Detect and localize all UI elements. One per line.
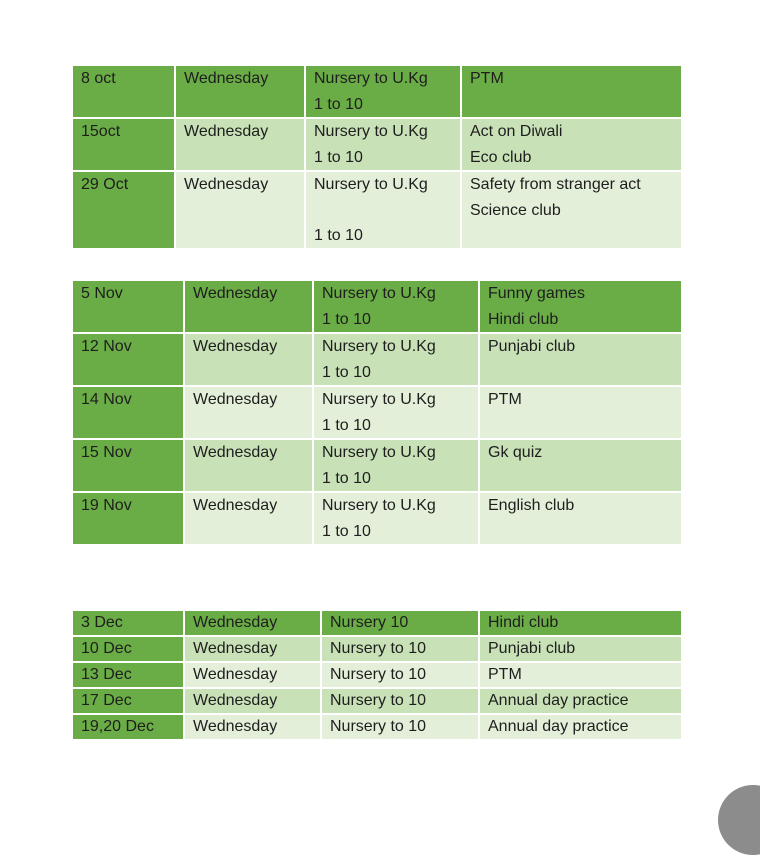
classes-cell	[313, 386, 479, 439]
classes-cell: Nursery 10	[321, 610, 479, 636]
date-cell: 14 Nov	[72, 386, 184, 439]
event-cell	[479, 439, 682, 492]
table-row	[72, 714, 682, 740]
event-line: Funny games	[488, 285, 585, 302]
table-row	[72, 171, 682, 249]
event-cell: Hindi club	[479, 610, 682, 636]
classes-line: Nursery to U.Kg	[322, 338, 436, 355]
day-cell: Wednesday	[184, 636, 321, 662]
day-cell: Wednesday	[184, 688, 321, 714]
classes-line: Nursery to U.Kg	[314, 123, 428, 140]
classes-cell	[305, 118, 461, 171]
event-line: PTM	[488, 391, 522, 408]
date-cell: 17 Dec	[72, 688, 184, 714]
classes-line: Nursery to U.Kg	[322, 391, 436, 408]
event-cell	[461, 65, 682, 118]
day-cell: Wednesday	[184, 714, 321, 740]
event-line: Eco club	[470, 148, 532, 166]
event-line: Science club	[470, 201, 561, 219]
classes-line: 1 to 10	[314, 95, 363, 113]
event-cell	[461, 171, 682, 249]
table-row	[72, 636, 682, 662]
event-cell: Punjabi club	[479, 636, 682, 662]
day-cell: Wednesday	[184, 333, 313, 386]
table-row	[72, 65, 682, 118]
event-cell	[479, 333, 682, 386]
date-cell: 19,20 Dec	[72, 714, 184, 740]
event-line: Hindi club	[488, 310, 559, 328]
event-cell: PTM	[479, 662, 682, 688]
classes-line: 1 to 10	[322, 363, 371, 381]
event-cell	[479, 492, 682, 545]
day-cell: Wednesday	[184, 439, 313, 492]
table-row	[72, 386, 682, 439]
classes-line: Nursery to U.Kg	[314, 176, 428, 193]
table-row	[72, 662, 682, 688]
table-row	[72, 280, 682, 333]
classes-line: 1 to 10	[322, 469, 371, 487]
date-cell: 15 Nov	[72, 439, 184, 492]
event-cell	[479, 280, 682, 333]
event-line: PTM	[470, 70, 504, 87]
date-cell: 3 Dec	[72, 610, 184, 636]
event-cell	[461, 118, 682, 171]
event-line: Gk quiz	[488, 444, 543, 461]
event-line: Safety from stranger act	[470, 176, 641, 193]
event-line: English club	[488, 497, 575, 514]
date-cell: 12 Nov	[72, 333, 184, 386]
date-cell: 8 oct	[72, 65, 175, 118]
classes-cell: Nursery to 10	[321, 662, 479, 688]
november-schedule-table	[71, 279, 683, 546]
day-cell: Wednesday	[184, 662, 321, 688]
classes-line: Nursery to U.Kg	[322, 285, 436, 302]
classes-line: 1 to 10	[322, 416, 371, 434]
october-schedule-table	[71, 64, 683, 250]
classes-cell	[313, 492, 479, 545]
date-cell: 5 Nov	[72, 280, 184, 333]
day-cell: Wednesday	[175, 65, 305, 118]
date-cell: 29 Oct	[72, 171, 175, 249]
day-cell: Wednesday	[184, 610, 321, 636]
classes-cell	[313, 333, 479, 386]
classes-line: 1 to 10	[322, 522, 371, 540]
december-schedule-table	[71, 609, 683, 741]
table-row	[72, 439, 682, 492]
classes-cell	[313, 280, 479, 333]
classes-line: Nursery to U.Kg	[314, 70, 428, 87]
classes-cell	[313, 439, 479, 492]
table-row	[72, 688, 682, 714]
day-cell: Wednesday	[184, 492, 313, 545]
table-row	[72, 610, 682, 636]
classes-line: Nursery to U.Kg	[322, 444, 436, 461]
classes-cell	[305, 171, 461, 249]
table-row	[72, 492, 682, 545]
day-cell: Wednesday	[175, 171, 305, 249]
classes-cell: Nursery to 10	[321, 636, 479, 662]
event-line: Punjabi club	[488, 338, 576, 355]
event-cell: Annual day practice	[479, 688, 682, 714]
event-cell: Annual day practice	[479, 714, 682, 740]
classes-cell: Nursery to 10	[321, 714, 479, 740]
table-row	[72, 118, 682, 171]
classes-line: Nursery to U.Kg	[322, 497, 436, 514]
classes-line: 1 to 10	[314, 148, 363, 166]
day-cell: Wednesday	[184, 280, 313, 333]
day-cell: Wednesday	[175, 118, 305, 171]
classes-cell: Nursery to 10	[321, 688, 479, 714]
classes-cell	[305, 65, 461, 118]
day-cell: Wednesday	[184, 386, 313, 439]
date-cell: 19 Nov	[72, 492, 184, 545]
table-row	[72, 333, 682, 386]
classes-line: 1 to 10	[322, 310, 371, 328]
date-cell: 13 Dec	[72, 662, 184, 688]
event-cell	[479, 386, 682, 439]
date-cell: 15oct	[72, 118, 175, 171]
date-cell: 10 Dec	[72, 636, 184, 662]
classes-line: 1 to 10	[314, 226, 363, 244]
floating-action-button[interactable]	[718, 785, 760, 855]
event-line: Act on Diwali	[470, 123, 563, 140]
